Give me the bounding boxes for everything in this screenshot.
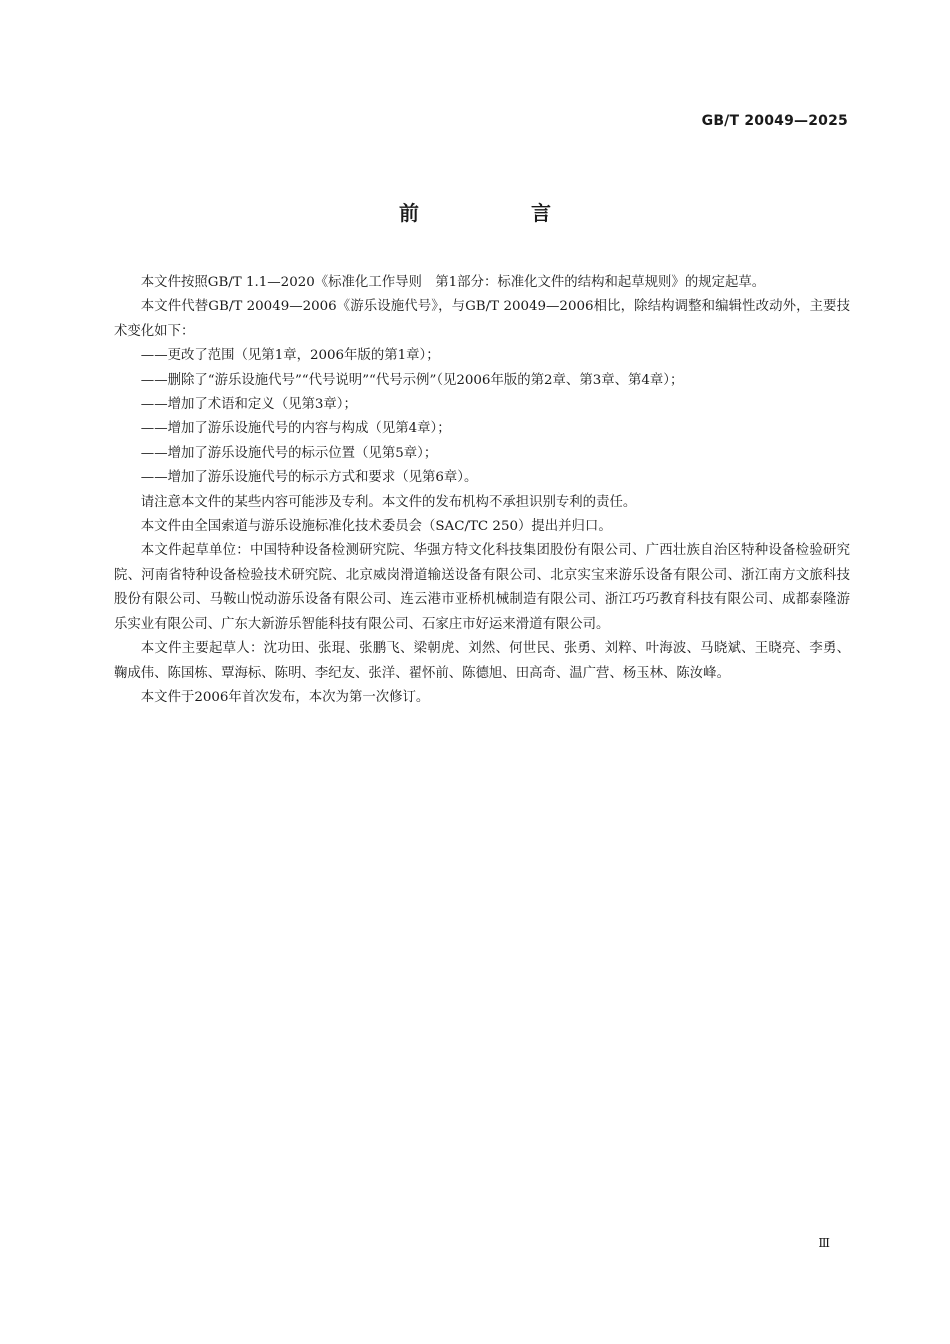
paragraph-revision-history: 本文件于2006年首次发布，本次为第一次修订。 — [140, 689, 430, 705]
change-item: ——增加了游乐设施代号的内容与构成（见第4章）； — [140, 421, 451, 437]
foreword-body — [114, 271, 850, 710]
change-item: ——增加了术语和定义（见第3章）； — [140, 397, 357, 413]
change-item: ——增加了游乐设施代号的标示方式和要求（见第6章）。 — [140, 470, 478, 486]
change-item: ——删除了“游乐设施代号”“代号说明”“代号示例”（见2006年版的第2章、第3章、第4章）； — [140, 372, 684, 388]
page-number: Ⅲ — [818, 1236, 830, 1250]
paragraph-drafting-rules: 本文件按照GB/T 1.1—2020《标准化工作导则 第1部分：标准化文件的结构和起草规则》的规定起草。 — [140, 275, 766, 290]
standard-code: GB/T 20049—2025 — [701, 113, 848, 129]
change-item: ——增加了游乐设施代号的标示位置（见第5章）； — [140, 445, 438, 461]
paragraph-drafters: 本文件主要起草人：沈功田、张琨、张鹏飞、梁朝虎、刘然、何世民、张勇、刘粹、叶海波、马晓斌、王晓亮、李勇、鞠成伟、陈国栋、覃海标、陈明、李纪友、张洋、翟怀前、陈德旭、田高奇、温广营、杨玉林、陈汝峰。 — [114, 641, 850, 681]
paragraph-proposer: 本文件由全国索道与游乐设施标准化技术委员会（SAC/TC 250）提出并归口。 — [140, 519, 612, 535]
page-title: 前 言 — [399, 201, 597, 225]
paragraph-patent-notice: 请注意本文件的某些内容可能涉及专利。本文件的发布机构不承担识别专利的责任。 — [140, 494, 637, 510]
change-item: ——更改了范围（见第1章，2006年版的第1章）； — [140, 348, 440, 364]
paragraph-replacement: 本文件代替GB/T 20049—2006《游乐设施代号》，与GB/T 20049—2006相比，除结构调整和编辑性改动外，主要技术变化如下： — [114, 299, 850, 339]
paragraph-drafting-units: 本文件起草单位：中国特种设备检测研究院、华强方特文化科技集团股份有限公司、广西壮族自治区特种设备检验研究院、河南省特种设备检验技术研究院、北京威岗滑道输送设备有限公司、北京实宝来游乐设备有限公司、浙江南方文旅科技股份有限公司、马鞍山悦动游乐设备有限公司、连云港市亚桥机械制造有限公司、浙江巧巧教育科技有限公司、成都泰隆游乐实业有限公司、广东大新游乐智能科技有限公司、石家庄市好运来滑道有限公司。 — [114, 543, 850, 632]
